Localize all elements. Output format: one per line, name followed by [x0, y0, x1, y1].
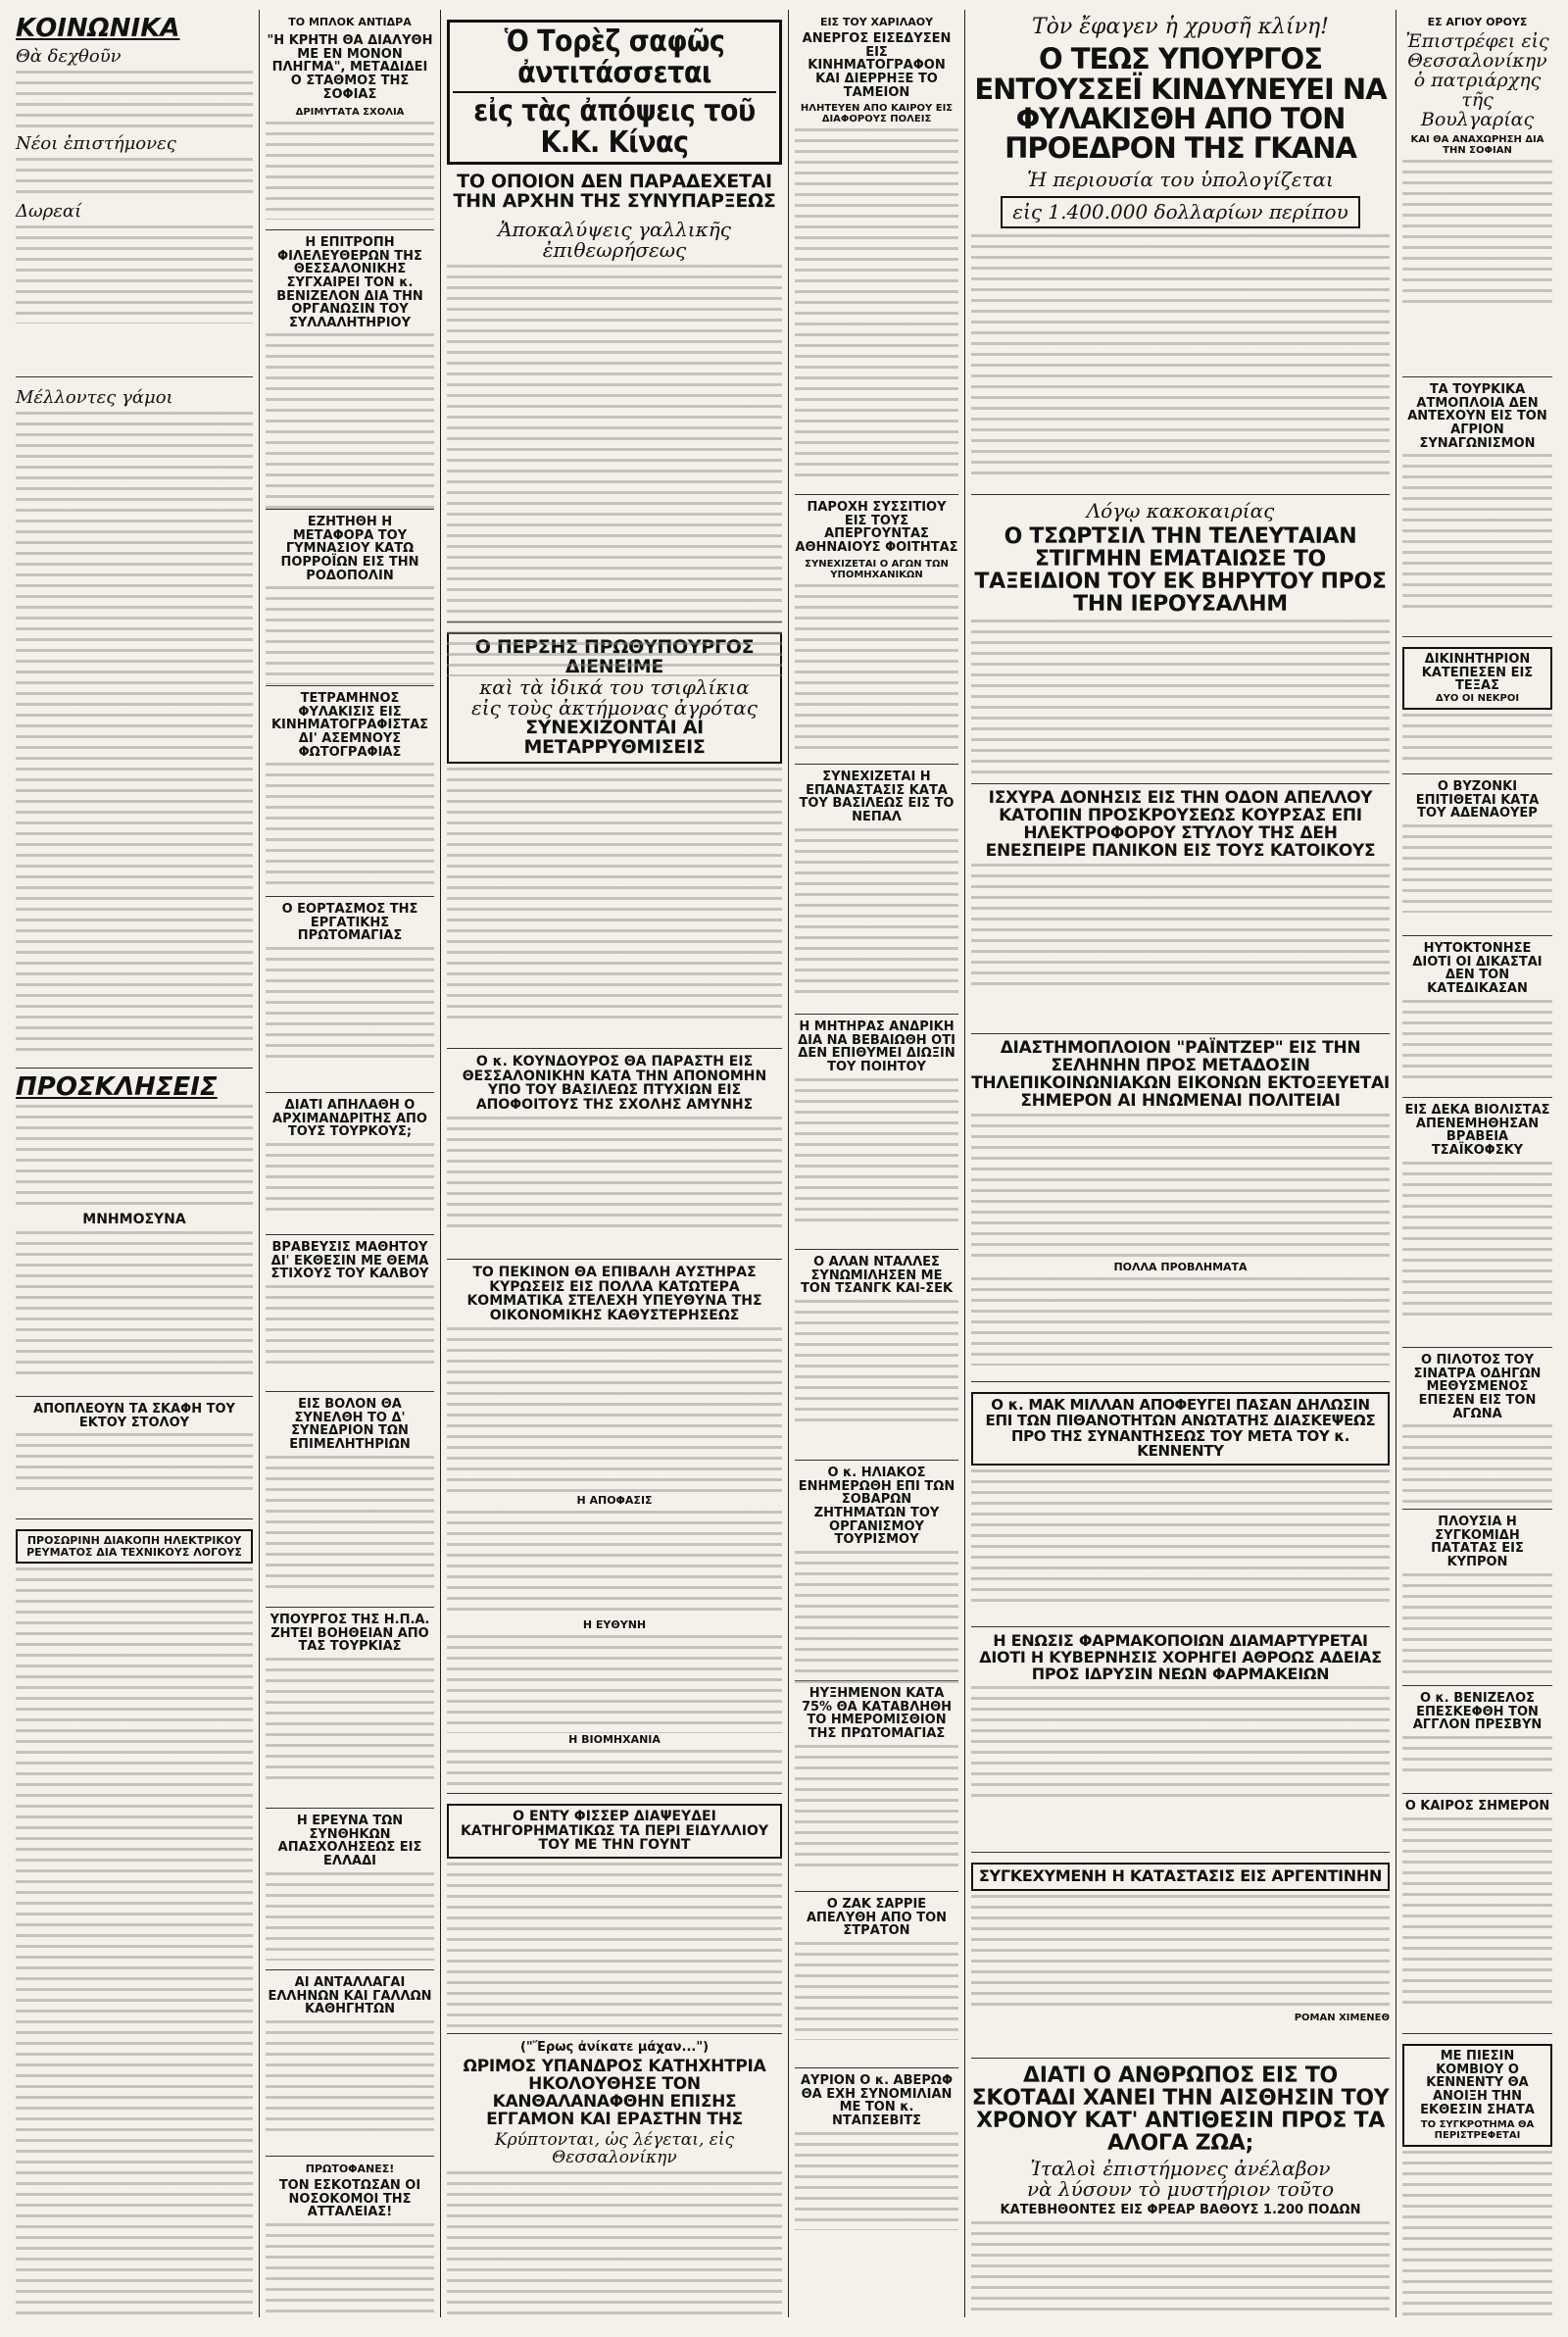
headline-film-prison: ΤΕΤΡΑΜΗΝΟΣ ΦΥΛΑΚΙΣΙΣ ΕΙΣ ΚΙΝΗΜΑΤΟΓΡΑΦΙΣΤΑΣ ΔΙ' ΑΣΕΜΝΟΥΣ ΦΩΤΟΓΡΑΦΙΑΣ — [270, 691, 429, 760]
article-body-placeholder — [266, 763, 434, 890]
headline-poet: Η ΜΗΤΗΡΑΣ ΑΝΔΡΙΚΗ ΔΙΑ ΝΑ ΒΕΒΑΙΩΘΗ ΟΤΙ ΔΕΝ ΕΠΙΘΥΜΕΙ ΔΙΩΞΙΝ ΤΟΥ ΠΟΙΗΤΟΥ — [798, 1019, 956, 1074]
article-body-placeholder — [971, 1686, 1390, 1804]
subhead-decision: Η ΑΠΟΦΑΣΙΣ — [576, 1493, 653, 1507]
article-body-placeholder — [971, 620, 1390, 776]
headline-nepal: ΣΥΝΕΧΙΖΕΤΑΙ Η ΕΠΑΝΑΣΤΑΣΙΣ ΚΑΤΑ ΤΟΥ ΒΑΣΙΛΕΩΣ ΕΙΣ ΤΟ ΝΕΠΑΛ — [799, 770, 955, 824]
article-body-placeholder — [447, 2171, 782, 2317]
article-body-placeholder — [1402, 160, 1552, 307]
article-body-placeholder — [795, 1300, 958, 1427]
main-headline-china: εἰς τὰς ἀπόψεις τοῦ Κ.Κ. Κίνας — [473, 94, 756, 160]
subhead-rotating: ΤΟ ΣΥΓΚΡΟΤΗΜΑ ΘΑ ΠΕΡΙΣΤΡΕΦΕΤΑΙ — [1420, 2119, 1535, 2142]
article-body-placeholder — [1402, 824, 1552, 913]
headline-wage: ΗΥΞΗΜΕΝΟΝ ΚΑΤΑ 75% ΘΑ ΚΑΤΑΒΛΗΘΗ ΤΟ ΗΜΕΡΟΜΙΣΘΙΟΝ ΤΗΣ ΠΡΩΤΟΜΑΓΙΑΣ — [801, 1686, 953, 1741]
headline-violinists: ΕΙΣ ΔΕΚΑ ΒΙΟΛΙΣΤΑΣ ΑΠΕΝΕΜΗΘΗΣΑΝ ΒΡΑΒΕΙΑ ΤΣΑΪΚΟΦΣΚΥ — [1404, 1103, 1550, 1158]
article-body-placeholder — [1402, 2151, 1552, 2317]
subhead-weddings: Μέλλοντες γάμοι — [16, 387, 173, 408]
headline-persian-pm: Ο ΠΕΡΣΗΣ ΠΡΩΘΥΠΟΥΡΓΟΣ ΔΙΕΝΕΙΜΕ — [474, 636, 755, 677]
subhead-comments: ΔΡΙΜΥΤΑΤΑ ΣΧΟΛΙΑ — [295, 107, 405, 119]
subhead-hiding: Κρύπτονται, ὡς λέγεται, εἰς Θεσσαλονίκην — [494, 2130, 735, 2168]
headline-apellou-street: ΙΣΧΥΡΑ ΔΟΝΗΣΙΣ ΕΙΣ ΤΗΝ ΟΔΟΝ ΑΠΕΛΛΟΥ ΚΑΤΟΠΙΝ ΠΡΟΣΚΡΟΥΣΕΩΣ ΚΟΥΡΣΑΣ ΕΠΙ ΗΛΕΚΤΡΟΦΟΡΟΥ ΣΤΥΛΟΥ ΤΗΣ ΔΕΗ ΕΝΕΣΠΕΙΡΕ ΠΑΝΙΚΟΝ ΕΙΣ ΤΟΥΣ ΚΑΤΟΙΚΟΥΣ — [985, 788, 1376, 861]
kicker-mount-athos: ΕΣ ΑΓΙΟΥ ΟΡΟΥΣ — [1427, 16, 1528, 28]
headline-adenauer: Ο ΒΥΖΟΝΚΙ ΕΠΙΤΙΘΕΤΑΙ ΚΑΤΑ ΤΟΥ ΑΔΕΝΑΟΥΕΡ — [1415, 779, 1540, 821]
headline-student-meals: ΠΑΡΟΧΗ ΣΥΣΣΙΤΙΟΥ ΕΙΣ ΤΟΥΣ ΑΠΕΡΓΟΥΝΤΑΣ ΑΘΗΝΑΙΟΥΣ ΦΟΙΤΗΤΑΣ — [795, 500, 958, 555]
article-body-placeholder — [447, 768, 782, 1022]
headline-weather: Ο ΚΑΙΡΟΣ ΣΗΜΕΡΟΝ — [1404, 1799, 1550, 1814]
headline-averof: ΑΥΡΙΟΝ Ο κ. ΑΒΕΡΩΦ ΘΑ ΕΧΗ ΣΥΝΟΜΙΛΙΑΝ ΜΕ ΤΟΝ κ. ΝΤΑΠΣΕΒΙΤΣ — [800, 2073, 954, 2128]
kicker-golden-bed: Τὸν ἔφαγεν ἡ χρυσῆ κλίνη! — [1031, 15, 1330, 39]
headline-ships: ΑΠΟΠΛΕΟΥΝ ΤΑ ΣΚΑΦΗ ΤΟΥ ΕΚΤΟΥ ΣΤΟΛΟΥ — [33, 1402, 235, 1430]
subhead-memorials: ΜΝΗΜΟΣΥΝΑ — [82, 1212, 186, 1228]
article-body-placeholder — [795, 1078, 958, 1225]
headline-pharmacists: Η ΕΝΩΣΙΣ ΦΑΡΜΑΚΟΠΟΙΩΝ ΔΙΑΜΑΡΤΥΡΕΤΑΙ ΔΙΟΤΙ Η ΚΥΒΕΡΝΗΣΙΣ ΧΟΡΗΓΕΙ ΑΘΡΟΩΣ ΑΔΕΙΑΣ ΠΡΟΣ ΙΔΡΥΣΙΝ ΝΕΩΝ ΦΑΡΜΑΚΕΙΩΝ — [979, 1631, 1382, 1683]
article-body-placeholder — [16, 158, 253, 197]
article-body-placeholder — [795, 128, 958, 481]
article-body-placeholder — [266, 1456, 434, 1593]
headline-ranger: ΔΙΑΣΤΗΜΟΠΛΟΙΟΝ "ΡΑΪΝΤΖΕΡ" ΕΙΣ ΤΗΝ ΣΕΛΗΝΗΝ ΠΡΟΣ ΜΕΤΑΔΟΣΙΝ ΤΗΛΕΠΙΚΟΙΝΩΝΙΑΚΩΝ ΕΙΚΟΝΩΝ ΕΚΤΟΞΕΥΕΤΑΙ ΣΗΜΕΡΟΝ ΑΙ ΗΝΩΜΕΝΑΙ ΠΟΛΙΤΕΙΑΙ — [971, 1038, 1390, 1111]
headline-liberal-committee: Η ΕΠΙΤΡΟΠΗ ΦΙΛΕΛΕΥΘΕΡΩΝ ΤΗΣ ΘΕΣΣΑΛΟΝΙΚΗΣ ΣΥΓΧΑΙΡΕΙ ΤΟΝ κ. ΒΕΝΙΖΕΛΟΝ ΔΙΑ ΤΗΝ ΟΡΓΑΝΩΣΙΝ ΤΟΥ ΣΥΛΛΑΛΗΤΗΡΙΟΥ — [276, 235, 423, 330]
article-body-placeholder — [266, 333, 434, 510]
article-body-placeholder — [266, 2020, 434, 2138]
headline-catechist: ΩΡΙΜΟΣ ΥΠΑΝΔΡΟΣ ΚΑΤΗΧΗΤΡΙΑ ΗΚΟΛΟΥΘΗΣΕ ΤΟΝ ΚΑΝΘΑΛΑΝΑΦΘΗΝ ΕΠΙΣΗΣ ΕΓΓΑΜΟΝ ΚΑΙ ΕΡΑΣΤΗΝ ΤΗΣ — [463, 2057, 766, 2129]
headline-venizelos-visit: Ο κ. ΒΕΝΙΖΕΛΟΣ ΕΠΕΣΚΕΦΘΗ ΤΟΝ ΑΓΓΛΟΝ ΠΡΕΣΒΥΝ — [1412, 1691, 1543, 1733]
subhead-mystery: νὰ λύσουν τὸ μυστήριον τοῦτο — [1026, 2177, 1335, 2202]
article-body-placeholder — [447, 1863, 782, 2029]
article-body-placeholder — [447, 265, 782, 676]
article-body-placeholder — [971, 1114, 1390, 1261]
article-body-placeholder — [1402, 714, 1552, 763]
subhead-industry: Η ΒΙΟΜΗΧΑΝΙΑ — [568, 1732, 661, 1746]
article-body-placeholder — [16, 1231, 253, 1378]
article-body-placeholder — [795, 584, 958, 751]
subhead-new-scientists: Νέοι ἐπιστήμονες — [16, 133, 176, 155]
headline-macmillan: Ο κ. ΜΑΚ ΜΙΛΛΑΝ ΑΠΟΦΕΥΓΕΙ ΠΑΣΑΝ ΔΗΛΩΣΙΝ ΕΠΙ ΤΩΝ ΠΙΘΑΝΟΤΗΤΩΝ ΑΝΩΤΑΤΗΣ ΔΙΑΣΚΕΨΕΩΣ ΠΡΟ ΤΗΣ ΣΥΝΑΝΤΗΣΕΩΣ ΤΟΥ ΜΕΤΑ ΤΟΥ κ. ΚΕΝΝΕΝΤΥ — [985, 1396, 1376, 1461]
subhead-reforms: ΣΥΝΕΧΙΖΟΝΤΑΙ ΑΙ ΜΕΤΑΡΡΥΘΜΙΣΕΙΣ — [523, 716, 706, 758]
article-body-placeholder — [1402, 1162, 1552, 1318]
article-body-placeholder — [16, 1567, 253, 2317]
article-body-placeholder — [16, 1105, 253, 1213]
headline-student-award: ΒΡΑΒΕΥΣΙΣ ΜΑΘΗΤΟΥ ΔΙ' ΕΚΘΕΣΙΝ ΜΕ ΘΕΜΑ ΣΤΙΧΟΥΣ ΤΟΥ ΚΑΛΒΟΥ — [270, 1240, 429, 1282]
kicker-unprecedented: ΠΡΩΤΟΦΑΝΕΣ! — [305, 2163, 395, 2175]
headline-kennedy-expo: ΜΕ ΠΙΕΣΙΝ ΚΟΜΒΙΟΥ Ο ΚΕΝΝΕΝΤΥ ΘΑ ΑΝΟΙΞΗ ΤΗΝ ΕΚΘΕΣΙΝ ΣΗΑΤΑ — [1420, 2049, 1535, 2117]
article-body-placeholder — [447, 1117, 782, 1234]
article-body-placeholder — [971, 2221, 1390, 2317]
article-body-placeholder — [266, 1658, 434, 1785]
article-body-placeholder — [266, 2223, 434, 2317]
article-body-placeholder — [1402, 1573, 1552, 1681]
article-body-placeholder — [795, 1551, 958, 1688]
subhead-two-dead: ΔΥΟ ΟΙ ΝΕΚΡΟΙ — [1435, 692, 1520, 704]
headline-texas: ΔΙΚΙΝΗΤΗΡΙΟΝ ΚΑΤΕΠΕΣΕΝ ΕΙΣ ΤΕΞΑΣ — [1421, 652, 1534, 694]
article-body-placeholder — [795, 1745, 958, 1872]
column-4 — [789, 10, 965, 2317]
subhead-donations: Δωρεαί — [16, 201, 82, 223]
article-body-placeholder — [16, 1433, 253, 1492]
headline-argentina: ΣΥΓΚΕΧΥΜΕΝΗ Η ΚΑΤΑΣΤΑΣΙΣ ΕΙΣ ΑΡΓΕΝΤΙΝΗΝ — [978, 1866, 1383, 1885]
column-3 — [441, 10, 789, 2317]
article-body-placeholder — [795, 1942, 958, 2040]
headline-koundouros: Ο κ. ΚΟΥΝΔΟΥΡΟΣ ΘΑ ΠΑΡΑΣΤΗ ΕΙΣ ΘΕΣΣΑΛΟΝΙΚΗΝ ΚΑΤΑ ΤΗΝ ΑΠΟΝΟΜΗΝ ΥΠΟ ΤΟΥ ΒΑΣΙΛΕΩΣ ΠΤΥΧΙΩΝ ΕΙΣ ΑΠΟΦΟΙΤΟΥΣ ΤΗΣ ΣΧΟΛΗΣ ΑΜΥΝΗΣ — [462, 1054, 767, 1114]
subhead-visitors: Θὰ δεχθοῦν — [16, 46, 122, 68]
subhead-french-review: Ἀποκαλύψεις γαλλικῆς ἐπιθεωρήσεως — [498, 217, 731, 262]
article-body-placeholder — [447, 1635, 782, 1733]
article-body-placeholder — [1402, 1736, 1552, 1775]
article-body-placeholder — [795, 828, 958, 995]
article-body-placeholder — [16, 71, 253, 129]
headline-suicide: ΗΥΤΟΚΤΟΝΗΣΕ ΔΙΟΤΙ ΟΙ ΔΙΚΑΣΤΑΙ ΔΕΝ ΤΟΝ ΚΑΤΕΔΙΚΑΣΑΝ — [1412, 941, 1543, 996]
article-body-placeholder — [971, 864, 1390, 991]
subhead-estates: καὶ τὰ ἰδικά του τσιφλίκια — [479, 674, 750, 699]
headline-darkness: ΔΙΑΤΙ Ο ΑΝΘΡΩΠΟΣ ΕΙΣ ΤΟ ΣΚΟΤΑΔΙ ΧΑΝΕΙ ΤΗΝ ΑΙΣΘΗΣΙΝ ΤΟΥ ΧΡΟΝΟΥ ΚΑΤ' ΑΝΤΙΘΕΣΙΝ ΠΡΟΣ ΤΑ ΑΛΟΓΑ ΖΩΑ; — [971, 2064, 1390, 2157]
article-body-placeholder — [1402, 1000, 1552, 1078]
article-body-placeholder — [971, 1895, 1390, 2013]
column-6 — [1396, 10, 1558, 2317]
headline-cinema-robbery: ΑΝΕΡΓΟΣ ΕΙΣΕΔΥΣΕΝ ΕΙΣ ΚΙΝΗΜΑΤΟΓΡΑΦΟΝ ΚΑΙ ΔΙΕΡΡΗΞΕ ΤΟ ΤΑΜΕΙΟΝ — [802, 31, 952, 100]
headline-potatoes: ΠΛΟΥΣΙΑ Η ΣΥΓΚΟΜΙΔΗ ΠΑΤΑΤΑΣ ΕΙΣ ΚΥΠΡΟΝ — [1431, 1515, 1524, 1569]
main-headline-ghana: Ο ΤΕΩΣ ΥΠΟΥΡΓΟΣ ΕΝΤΟΥΣΣΕΪ ΚΙΝΔΥΝΕΥΕΙ ΝΑ ΦΥΛΑΚΙΣΘΗ ΑΠΟ ΤΟΝ ΠΡΟΕΔΡΟΝ ΤΗΣ ΓΚΑΝΑ — [974, 42, 1387, 166]
article-body-placeholder — [266, 122, 434, 220]
headline-gymnasium: ΕΖΗΤΗΘΗ Η ΜΕΤΑΦΟΡΑ ΤΟΥ ΓΥΜΝΑΣΙΟΥ ΚΑΤΩ ΠΟΡΡΟΪΩΝ ΕΙΣ ΤΗΝ ΡΟΔΟΠΟΛΙΝ — [280, 515, 419, 583]
subhead-coexistence: ΤΟ ΟΠΟΙΟΝ ΔΕΝ ΠΑΡΑΔΕΧΕΤΑΙ ΤΗΝ ΑΡΧΗΝ ΤΗΣ ΣΥΝΥΠΑΡΞΕΩΣ — [453, 171, 776, 212]
main-headline-thorez: Ὁ Τορὲζ σαφῶς ἀντιτάσσεται — [504, 25, 725, 90]
subhead-responsibility: Η ΕΥΘΥΝΗ — [582, 1617, 647, 1631]
byline: ΡΟΜΑΝ ΧΙΜΕΝΕΘ — [1294, 2012, 1390, 2023]
headline-power-outage: ΠΡΟΣΩΡΙΝΗ ΔΙΑΚΟΠΗ ΗΛΕΚΤΡΙΚΟΥ ΡΕΥΜΑΤΟΣ ΔΙΑ ΤΕΧΝΙΚΟΥΣ ΛΟΓΟΥΣ — [26, 1534, 242, 1559]
article-body-placeholder — [266, 1143, 434, 1212]
article-body-placeholder — [16, 412, 253, 1059]
headline-employment: Η ΕΡΕΥΝΑ ΤΩΝ ΣΥΝΘΗΚΩΝ ΑΠΑΣΧΟΛΗΣΕΩΣ ΕΙΣ ΕΛΛΑΔΙ — [277, 1814, 422, 1868]
headline-nurses: ΤΟΝ ΕΣΚΟΤΩΣΑΝ ΟΙ ΝΟΣΟΚΟΜΟΙ ΤΗΣ ΑΤΤΑΛΕΙΑΣ! — [278, 2178, 421, 2220]
article-body-placeholder — [266, 947, 434, 1065]
column-2 — [260, 10, 441, 2317]
subhead-mechanics: ΣΥΝΕΧΙΖΕΤΑΙ Ο ΑΓΩΝ ΤΩΝ ΥΠΟΜΗΧΑΝΙΚΩΝ — [805, 558, 949, 580]
article-body-placeholder — [971, 1277, 1390, 1366]
subhead-wandering: ΗΛΗΤΕΥΕΝ ΑΠΟ ΚΑΙΡΟΥ ΕΙΣ ΔΙΑΦΟΡΟΥΣ ΠΟΛΕΙΣ — [800, 103, 954, 125]
headline-peking: ΤΟ ΠΕΚΙΝΟΝ ΘΑ ΕΠΙΒΑΛΗ ΑΥΣΤΗΡΑΣ ΚΥΡΩΣΕΙΣ ΕΙΣ ΠΟΛΛΑ ΚΑΤΩΤΕΡΑ ΚΟΜΜΑΤΙΚΑ ΣΤΕΛΕΧΗ ΥΠΕΥΘΥΝΑ ΤΗΣ ΟΙΚΟΝΟΜΙΚΗΣ ΚΑΘΥΣΤΕΡΗΣΕΩΣ — [466, 1265, 762, 1324]
subhead-well: ΚΑΤΕΒΗΘΟΝΤΕΣ ΕΙΣ ΦΡΕΑΡ ΒΑΘΟΥΣ 1.200 ΠΟΔΩΝ — [1000, 2203, 1361, 2218]
subhead-problems: ΠΟΛΛΑ ΠΡΟΒΛΗΜΑΤΑ — [1113, 1261, 1248, 1274]
newspaper-page — [10, 10, 1558, 2317]
headline-tourism: Ο κ. ΗΛΙΑΚΟΣ ΕΝΗΜΕΡΩΘΗ ΕΠΙ ΤΩΝ ΣΟΒΑΡΩΝ ΖΗΤΗΜΑΤΩΝ ΤΟΥ ΟΡΓΑΝΙΣΜΟΥ ΤΟΥΡΙΣΜΟΥ — [798, 1466, 956, 1548]
headline-usa-minister: ΥΠΟΥΡΓΟΣ ΤΗΣ Η.Π.Α. ΖΗΤΕΙ ΒΟΗΘΕΙΑΝ ΑΠΟ ΤΑΣ ΤΟΥΡΚΙΑΣ — [270, 1613, 430, 1655]
headline-fisher: Ο ΕΝΤΥ ΦΙΣΣΕΡ ΔΙΑΨΕΥΔΕΙ ΚΑΤΗΓΟΡΗΜΑΤΙΚΩΣ ΤΑ ΠΕΡΙ ΕΙΔΥΛΛΙΟΥ ΤΟΥ ΜΕ ΤΗΝ ΓΟΥΝΤ — [460, 1809, 768, 1854]
kicker-charilaou: ΕΙΣ ΤΟΥ ΧΑΡΙΛΑΟΥ — [819, 16, 934, 28]
headline-dulles: Ο ΑΛΑΝ ΝΤΑΛΛΕΣ ΣΥΝΩΜΙΛΗΣΕΝ ΜΕ ΤΟΝ ΤΣΑΝΓΚ ΚΑΙ-ΣΕΚ — [800, 1255, 954, 1297]
subhead-sofia: ΚΑΙ ΘΑ ΑΝΑΧΩΡΗΣΗ ΔΙΑ ΤΗΝ ΣΟΦΙΑΝ — [1410, 133, 1544, 156]
kicker-eros: ("Ἔρως ἀνίκατε μάχαν...") — [519, 2040, 710, 2055]
article-body-placeholder — [1402, 1424, 1552, 1503]
article-body-placeholder — [266, 586, 434, 684]
article-body-placeholder — [1402, 1817, 1552, 2004]
article-body-placeholder — [266, 1285, 434, 1364]
subhead-fortune: Ἡ περιουσία του ὑπολογίζεται — [1027, 167, 1334, 191]
subhead-dollars: εἰς 1.400.000 δολλαρίων περίπου — [1012, 199, 1348, 224]
headline-challe: Ο ΖΑΚ ΣΑΡΡΙΕ ΑΠΕΛΥΘΗ ΑΠΟ ΤΟΝ ΣΤΡΑΤΟΝ — [806, 1897, 948, 1939]
article-body-placeholder — [266, 1872, 434, 1961]
article-body-placeholder — [16, 225, 253, 323]
kicker-bloc: ΤΟ ΜΠΛΟΚ ΑΝΤΙΔΡΑ — [288, 16, 412, 28]
subhead-farmers: εἰς τοὺς ἀκτήμονας ἀγρότας — [471, 695, 758, 720]
headline-crete: "Η ΚΡΗΤΗ ΘΑ ΔΙΑΛΥΘΗ ΜΕ ΕΝ ΜΟΝΟΝ ΠΛΗΓΜΑ", ΜΕΤΑΔΙΔΕΙ Ο ΣΤΑΘΜΟΣ ΤΗΣ ΣΟΦΙΑΣ — [267, 33, 433, 102]
headline-archimandrite: ΔΙΑΤΙ ΑΠΗΛΑΘΗ Ο ΑΡΧΙΜΑΝΔΡΙΤΗΣ ΑΠΟ ΤΟΥΣ ΤΟΥΡΚΟΥΣ; — [272, 1098, 427, 1140]
headline-churchill: Ο ΤΣΩΡΤΣΙΛ ΤΗΝ ΤΕΛΕΥΤΑΙΑΝ ΣΤΙΓΜΗΝ ΕΜΑΤΑΙΩΣΕ ΤΟ ΤΑΞΕΙΔΙΟΝ ΤΟΥ ΕΚ ΒΗΡΥΤΟΥ ΠΡΟΣ ΤΗΝ ΙΕΡΟΥΣΑΛΗΜ — [974, 524, 1387, 618]
headline-sinatra-pilot: Ο ΠΙΛΟΤΟΣ ΤΟΥ ΣΙΝΑΤΡΑ ΟΔΗΓΩΝ ΜΕΘΥΣΜΕΝΟΣ ΕΠΕΣΕΝ ΕΙΣ ΤΟΝ ΑΓΩΝΑ — [1413, 1353, 1542, 1421]
column-1 — [10, 10, 260, 2317]
headline-turkish-ships: ΤΑ ΤΟΥΡΚΙΚΑ ΑΤΜΟΠΛΟΙΑ ΔΕΝ ΑΝΤΕΧΟΥΝ ΕΙΣ ΤΟΝ ΑΓΡΙΟΝ ΣΥΝΑΓΩΝΙΣΜΟΝ — [1407, 382, 1547, 451]
article-body-placeholder — [971, 1469, 1390, 1607]
article-body-placeholder — [447, 1327, 782, 1494]
article-body-placeholder — [447, 1511, 782, 1618]
headline-teacher-exchange: ΑΙ ΑΝΤΑΛΛΑΓΑΙ ΕΛΛΗΝΩΝ ΚΑΙ ΓΑΛΛΩΝ ΚΑΘΗΓΗΤΩΝ — [268, 1975, 432, 2017]
article-body-placeholder — [971, 234, 1390, 479]
section-title-invitations: ΠΡΟΣΚΛΗΣΕΙΣ — [16, 1072, 218, 1102]
column-5 — [965, 10, 1396, 2317]
headline-volos-congress: ΕΙΣ ΒΟΛΟΝ ΘΑ ΣΥΝΕΛΘΗ ΤΟ Δ' ΣΥΝΕΔΡΙΟΝ ΤΩΝ ΕΠΙΜΕΛΗΤΗΡΙΩΝ — [289, 1397, 411, 1452]
article-body-placeholder — [447, 1750, 782, 1789]
article-body-placeholder — [795, 2132, 958, 2230]
article-body-placeholder — [1402, 454, 1552, 611]
headline-may-day: Ο ΕΟΡΤΑΣΜΟΣ ΤΗΣ ΕΡΓΑΤΙΚΗΣ ΠΡΩΤΟΜΑΓΙΑΣ — [281, 902, 418, 944]
kicker-bad-weather: Λόγῳ κακοκαιρίας — [1086, 499, 1275, 522]
section-title-social: ΚΟΙΝΩΝΙΚΑ — [16, 14, 180, 43]
headline-patriarch: Ἐπιστρέφει εἰς Θεσσαλονίκην ὁ πατριάρχης τῆς Βουλγαρίας — [1405, 30, 1549, 130]
subhead-italian-scientists: Ἰταλοὶ ἐπιστήμονες ἀνέλαβον — [1030, 2157, 1331, 2181]
